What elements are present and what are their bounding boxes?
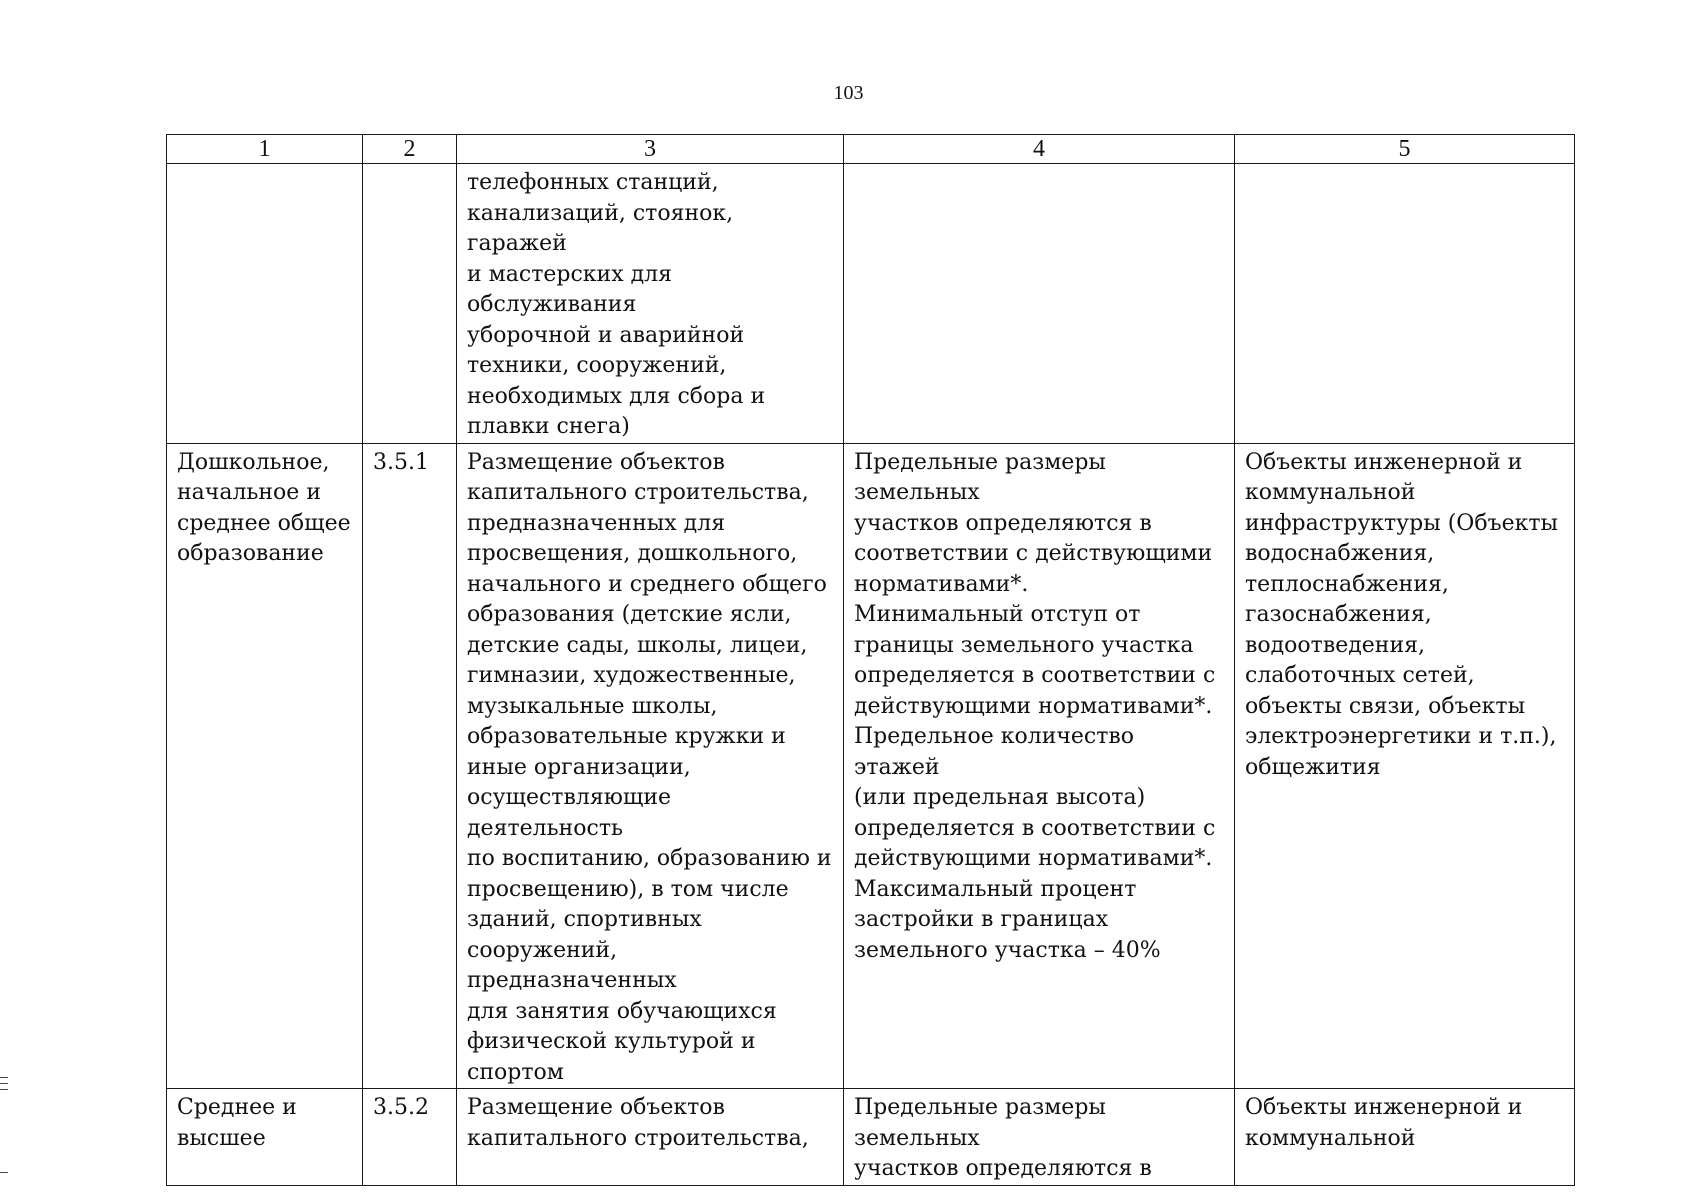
use-type-description-cell: Размещение объектов капитального строительства, — [457, 1089, 844, 1186]
scan-margin-mark — [0, 1083, 8, 1084]
use-type-code-cell — [363, 164, 457, 444]
table-header-row — [167, 135, 1575, 164]
use-type-code-cell: 3.5.1 — [363, 443, 457, 1089]
auxiliary-uses-cell: Объекты инженерной и коммунальной инфраструктуры (Объекты водоснабжения, теплоснабжения, газоснабжения, водоотведения, слаботочных сетей, объекты связи, объекты электроэнергетики и т.п.), общежития — [1235, 443, 1575, 1089]
column-header-1: 1 — [167, 135, 363, 164]
column-header-2: 2 — [363, 135, 457, 164]
scan-margin-mark — [0, 1077, 8, 1078]
use-type-name-cell: Среднее и высшее — [167, 1089, 363, 1186]
parameters-cell: Предельные размеры земельных участков определяются в соответствии с действующими нормативами*. Минимальный отступ от границы земельного участка определяется в соответствии с действующими нормативами*. Предельное количество этажей (или предельная высота) определяется в соответствии с действующими нормативами*. Максимальный процент застройки в границах земельного участка – 40% — [844, 443, 1235, 1089]
column-header-5: 5 — [1235, 135, 1575, 164]
table-row — [167, 164, 1575, 444]
table-row — [167, 1089, 1575, 1186]
column-header-4: 4 — [844, 135, 1235, 164]
parameters-cell: Предельные размеры земельных участков определяются в — [844, 1089, 1235, 1186]
use-type-code-cell: 3.5.2 — [363, 1089, 457, 1186]
parameters-cell — [844, 164, 1235, 444]
scan-margin-mark — [0, 1172, 8, 1173]
use-type-name-cell: Дошкольное, начальное и среднее общее образование — [167, 443, 363, 1089]
auxiliary-uses-cell — [1235, 164, 1575, 444]
use-type-description-cell: Размещение объектов капитального строительства, предназначенных для просвещения, дошкольного, начального и среднего общего образования (детские ясли, детские сады, школы, лицеи, гимназии, художественные, музыкальные школы, образовательные кружки и иные организации, осуществляющие деятельность по воспитанию, образованию и просвещению), в том числе зданий, спортивных сооружений, предназначенных для занятия обучающихся физической культурой и спортом — [457, 443, 844, 1089]
use-type-description-cell: телефонных станций, канализаций, стоянок, гаражей и мастерских для обслуживания уборочной и аварийной техники, сооружений, необходимых для сбора и плавки снега) — [457, 164, 844, 444]
table-row — [167, 443, 1575, 1089]
land-use-table — [166, 134, 1575, 1186]
auxiliary-uses-cell: Объекты инженерной и коммунальной — [1235, 1089, 1575, 1186]
scan-margin-mark — [0, 1089, 8, 1090]
page-number: 103 — [833, 82, 864, 104]
use-type-name-cell — [167, 164, 363, 444]
column-header-3: 3 — [457, 135, 844, 164]
